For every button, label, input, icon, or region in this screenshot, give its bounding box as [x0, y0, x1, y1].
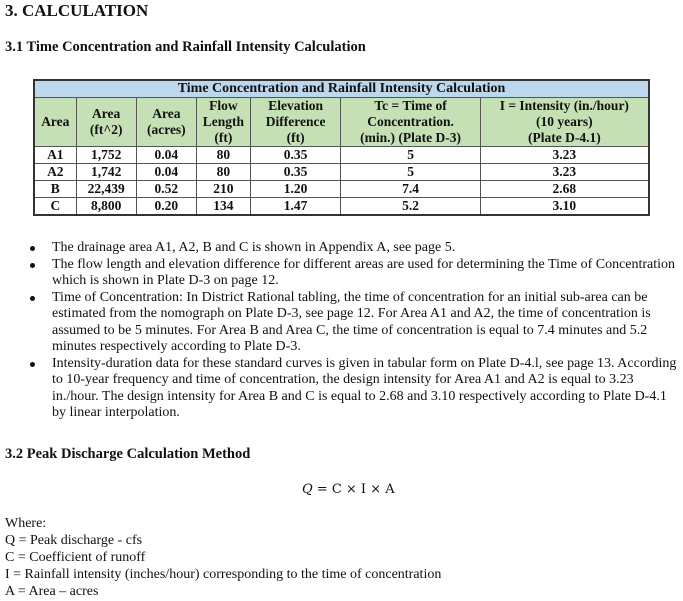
table-cell: 80: [196, 164, 250, 181]
column-header-line: (ft): [214, 130, 233, 145]
column-header-line: Difference: [265, 114, 326, 129]
column-header-line: Concentration.: [367, 114, 454, 129]
table-cell: 0.04: [136, 147, 196, 164]
table-cell: 1,742: [76, 164, 136, 181]
bullet-text: The drainage area A1, A2, B and C is shown in Appendix A, see page 5.: [52, 240, 456, 255]
table-cell: 1,752: [76, 147, 136, 164]
column-header-line: Flow: [209, 98, 238, 113]
where-label: Where:: [5, 516, 47, 531]
table-cell: A2: [34, 164, 76, 181]
section-1-title: 3.1 Time Concentration and Rainfall Intensity Calculation: [5, 39, 366, 55]
column-header-line: (Plate D-4.1): [527, 130, 601, 145]
table-cell: 0.20: [136, 198, 196, 216]
section-2-title: 3.2 Peak Discharge Calculation Method: [5, 446, 251, 462]
table-header-row: [34, 98, 649, 147]
bullet-text: The flow length and elevation difference for different areas are used for determining the Time of Concentration which is shown in Plate D-3 on page 12.: [52, 256, 676, 288]
table-title: Time Concentration and Rainfall Intensity Calculation: [34, 80, 649, 98]
column-header-line: Area: [41, 114, 70, 129]
peak-discharge-formula: [302, 482, 395, 497]
column-header-line: Area: [92, 106, 121, 121]
bullet-icon: [30, 362, 35, 367]
formula-q: Q: [302, 482, 313, 497]
table-cell: A1: [34, 147, 76, 164]
column-header: [250, 98, 341, 147]
bullet-item: [28, 290, 678, 356]
table-cell: 2.68: [480, 181, 649, 198]
bullet-list: [28, 240, 678, 422]
calculation-table: [33, 79, 650, 216]
column-header: [341, 98, 480, 147]
table-cell: 8,800: [76, 198, 136, 216]
table-cell: 5: [341, 147, 480, 164]
table-cell: 0.35: [250, 164, 341, 181]
table-cell: 0.04: [136, 164, 196, 181]
column-header-line: Elevation: [268, 98, 323, 113]
table-cell: 22,439: [76, 181, 136, 198]
table-row: [34, 147, 649, 164]
definition-c: C = Coefficient of runoff: [5, 550, 146, 565]
bullet-item: [28, 240, 678, 257]
column-header: [196, 98, 250, 147]
column-header-line: Tc = Time of: [374, 98, 447, 113]
table-cell: 5: [341, 164, 480, 181]
definition-i: I = Rainfall intensity (inches/hour) corresponding to the time of concentration: [5, 567, 442, 582]
column-header-line: (min.) (Plate D-3): [360, 130, 461, 145]
table-cell: 210: [196, 181, 250, 198]
column-header-line: Area: [152, 106, 181, 121]
table-cell: 7.4: [341, 181, 480, 198]
table-row: [34, 164, 649, 181]
bullet-icon: [30, 263, 35, 268]
column-header-line: (10 years): [536, 114, 593, 129]
table-cell: 0.35: [250, 147, 341, 164]
table-cell: 1.20: [250, 181, 341, 198]
table-cell: B: [34, 181, 76, 198]
definitions: [5, 515, 441, 600]
page-heading: 3. CALCULATION: [5, 1, 149, 20]
table-row: [34, 181, 649, 198]
bullet-item: [28, 356, 678, 422]
table-cell: 5.2: [341, 198, 480, 216]
column-header-line: Length: [202, 114, 244, 129]
column-header-line: I = Intensity (in./hour): [499, 98, 629, 113]
bullet-text: Time of Concentration: In District Rational tabling, the time of concentration for an initial sub-area can be estimated from the nomograph on Plate D-3, see page 12. For Area A1 and A2, the time of concentration is assumed to be 5 minutes. For Area B and Area C, the time of concentration is equal to 7.4 minutes and 5.2 minutes respectively according to Plate D-3.: [52, 289, 651, 354]
formula-rest: = C × I × A: [312, 482, 395, 497]
table-cell: 3.10: [480, 198, 649, 216]
definition-q: Q = Peak discharge - cfs: [5, 533, 143, 548]
table-cell: C: [34, 198, 76, 216]
table-cell: 134: [196, 198, 250, 216]
column-header-line: (acres): [146, 122, 186, 137]
table-cell: 3.23: [480, 164, 649, 181]
table-cell: 0.52: [136, 181, 196, 198]
bullet-icon: [30, 296, 35, 301]
column-header: [76, 98, 136, 147]
column-header-line: (ft^2): [89, 122, 123, 137]
bullet-text: Intensity-duration data for these standard curves is given in tabular form on Plate D-4.l, see page 13. According to 10-year frequency and time of concentration, the design intensity for Area A1 and A2 is equal to 3.23 in./hour. The design intensity for Area B and C is equal to 2.68 and 3.10 respectively according to Plate D-4.1 by linear interpolation.: [52, 355, 677, 420]
table-cell: 1.47: [250, 198, 341, 216]
bullet-item: [28, 257, 678, 290]
column-header: [480, 98, 649, 147]
table-cell: 80: [196, 147, 250, 164]
column-header-line: (ft): [286, 130, 305, 145]
column-header: [136, 98, 196, 147]
bullet-icon: [30, 246, 35, 251]
table-row: [34, 198, 649, 216]
definition-a: A = Area – acres: [5, 584, 99, 599]
column-header: [34, 98, 76, 147]
table-cell: 3.23: [480, 147, 649, 164]
table-body: [34, 147, 649, 216]
